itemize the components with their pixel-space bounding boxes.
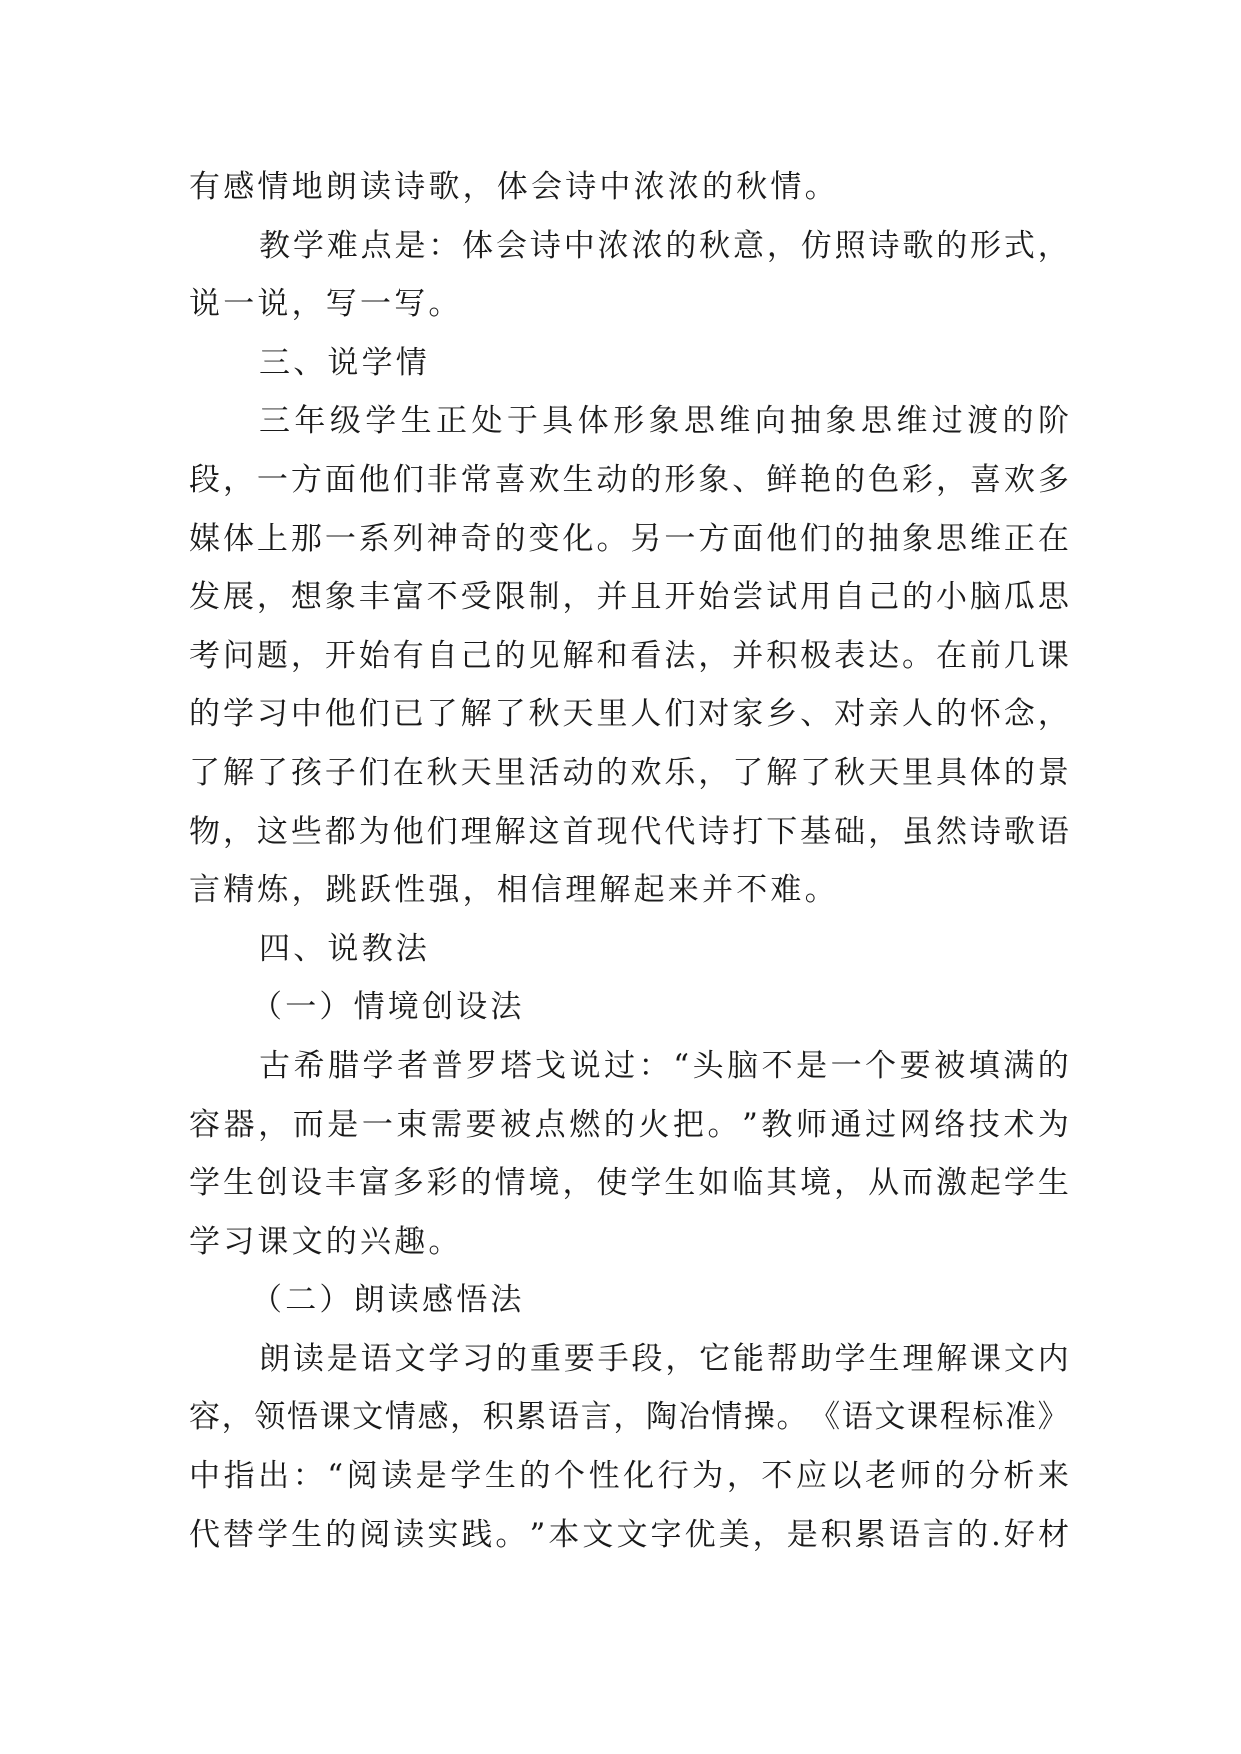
text-line: 中 指 出 ： “ 阅 读 是 学 生 的 个 性 化 行 为 ， 不 应 以 老 师 的 分 析 来: [189, 1458, 1069, 1495]
text-line: 容 ， 领 悟 课 文 情 感 ， 积 累 语 言 ， 陶 冶 情 操 。 《 语 文 课 程 标 准 》: [189, 1399, 1069, 1436]
text-line: 三、说学情: [259, 344, 430, 381]
text-line: 古 希 腊 学 者 普 罗 塔 戈 说 过 ： “ 头 脑 不 是 一 个 要 被 填 满 的: [259, 1047, 1069, 1084]
document-page: [189, 158, 1069, 1564]
text-line: 的 学 习 中 他 们 已 了 解 了 秋 天 里 人 们 对 家 乡 、 对 亲 人 的 怀 念 ，: [189, 696, 1069, 733]
text-line: 段 ， 一 方 面 他 们 非 常 喜 欢 生 动 的 形 象 、 鲜 艳 的 色 彩 ， 喜 欢 多: [189, 461, 1069, 498]
text-line: （一）情境创设法: [251, 989, 525, 1026]
text-line: 说一说，写一写。: [189, 286, 463, 323]
text-line: 学习课文的兴趣。: [189, 1223, 463, 1260]
text-line: 朗 读 是 语 文 学 习 的 重 要 手 段 ， 它 能 帮 助 学 生 理 解 课 文 内: [259, 1340, 1069, 1377]
text-line: 言精炼，跳跃性强，相信理解起来并不难。: [189, 872, 839, 909]
text-line: 学 生 创 设 丰 富 多 彩 的 情 境 ， 使 学 生 如 临 其 境 ， 从 而 激 起 学 生: [189, 1165, 1069, 1202]
text-line: 了 解 了 孩 子 们 在 秋 天 里 活 动 的 欢 乐 ， 了 解 了 秋 天 里 具 体 的 景: [189, 754, 1069, 791]
text-line: 媒 体 上 那 一 系 列 神 奇 的 变 化 。 另 一 方 面 他 们 的 抽 象 思 维 正 在: [189, 520, 1069, 557]
text-line: 有感情地朗读诗歌，体会诗中浓浓的秋情。: [189, 169, 839, 205]
text-line: 代 替 学 生 的 阅 读 实 践 。 ” 本 文 文 字 优 美 ， 是 积 累 语 言 的 . 好 材: [189, 1516, 1069, 1553]
text-line: 考 问 题 ， 开 始 有 自 己 的 见 解 和 看 法 ， 并 积 极 表 达 。 在 前 几 课: [189, 637, 1069, 674]
text-line: 物 ， 这 些 都 为 他 们 理 解 这 首 现 代 代 诗 打 下 基 础 ， 虽 然 诗 歌 语: [189, 813, 1069, 850]
text-line: 四、说教法: [259, 930, 430, 967]
text-line: 三 年 级 学 生 正 处 于 具 体 形 象 思 维 向 抽 象 思 维 过 渡 的 阶: [259, 403, 1069, 440]
text-line: （二）朗读感悟法: [251, 1282, 525, 1319]
text-line: 发 展 ， 想 象 丰 富 不 受 限 制 ， 并 且 开 始 尝 试 用 自 己 的 小 脑 瓜 思: [189, 579, 1069, 616]
text-line: 容 器 ， 而 是 一 束 需 要 被 点 燃 的 火 把 。 ” 教 师 通 过 网 络 技 术 为: [189, 1106, 1069, 1143]
text-line: 教 学 难 点 是 ： 体 会 诗 中 浓 浓 的 秋 意 ， 仿 照 诗 歌 的 形 式 ，: [259, 227, 1069, 264]
